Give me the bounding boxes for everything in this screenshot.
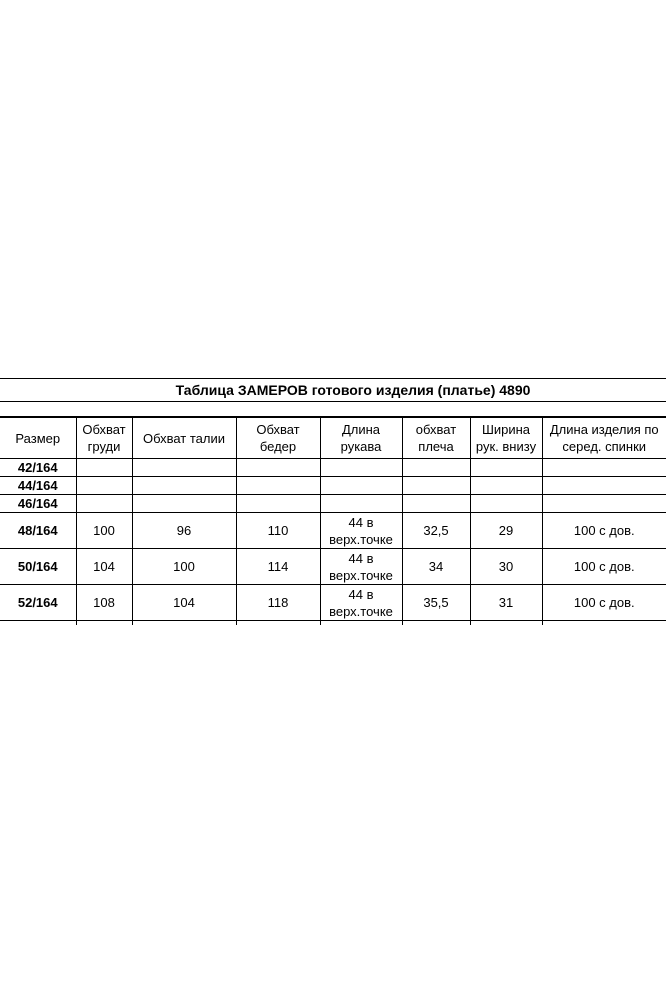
cell-sleeve	[320, 459, 402, 477]
measurement-sheet	[0, 378, 666, 625]
cell-sleeve	[320, 495, 402, 513]
cell-hips: 118	[236, 585, 320, 621]
cell-sleeve	[320, 477, 402, 495]
spacer-row	[0, 402, 666, 417]
tail-cell	[132, 621, 236, 626]
table-tail-row	[0, 621, 666, 626]
tail-cell	[542, 621, 666, 626]
cell-hips	[236, 459, 320, 477]
table-row	[0, 477, 666, 495]
cell-chest	[76, 495, 132, 513]
cell-length	[542, 495, 666, 513]
cell-sleeve: 44 в верх.точке	[320, 513, 402, 549]
cell-waist	[132, 459, 236, 477]
cell-sleeve-width: 30	[470, 549, 542, 585]
cell-chest: 108	[76, 585, 132, 621]
table-title: Таблица ЗАМЕРОВ готового изделия (платье) 4890	[175, 382, 531, 398]
cell-length: 100 с дов.	[542, 513, 666, 549]
table-row	[0, 459, 666, 477]
cell-sleeve: 44 в верх.точке	[320, 585, 402, 621]
header-length: Длина изделия по серед. спинки	[542, 418, 666, 459]
cell-waist	[132, 477, 236, 495]
table-row	[0, 585, 666, 621]
cell-hips: 110	[236, 513, 320, 549]
cell-length	[542, 477, 666, 495]
cell-size: 48/164	[0, 513, 76, 549]
header-chest: Обхват груди	[76, 418, 132, 459]
cell-size: 44/164	[0, 477, 76, 495]
header-waist: Обхват талии	[132, 418, 236, 459]
cell-hips: 114	[236, 549, 320, 585]
cell-hips	[236, 495, 320, 513]
cell-size: 52/164	[0, 585, 76, 621]
cell-size: 42/164	[0, 459, 76, 477]
header-sleeve: Длина рукава	[320, 418, 402, 459]
cell-sleeve-width	[470, 477, 542, 495]
cell-sleeve: 44 в верх.точке	[320, 549, 402, 585]
tail-cell	[76, 621, 132, 626]
cell-sleeve-width	[470, 495, 542, 513]
cell-shoulder	[402, 495, 470, 513]
cell-chest	[76, 459, 132, 477]
cell-shoulder	[402, 477, 470, 495]
cell-hips	[236, 477, 320, 495]
table-row	[0, 549, 666, 585]
cell-size: 46/164	[0, 495, 76, 513]
cell-waist: 96	[132, 513, 236, 549]
cell-length: 100 с дов.	[542, 585, 666, 621]
tail-cell	[236, 621, 320, 626]
tail-cell	[402, 621, 470, 626]
cell-shoulder: 34	[402, 549, 470, 585]
cell-chest	[76, 477, 132, 495]
title-row	[0, 378, 666, 402]
cell-chest: 104	[76, 549, 132, 585]
header-row	[0, 418, 666, 459]
cell-shoulder	[402, 459, 470, 477]
cell-sleeve-width: 29	[470, 513, 542, 549]
measurements-table	[0, 417, 666, 625]
header-size: Размер	[0, 418, 76, 459]
cell-size: 50/164	[0, 549, 76, 585]
tail-cell	[0, 621, 76, 626]
cell-length	[542, 459, 666, 477]
cell-waist	[132, 495, 236, 513]
cell-waist: 104	[132, 585, 236, 621]
header-sleeve-width: Ширина рук. внизу	[470, 418, 542, 459]
cell-shoulder: 32,5	[402, 513, 470, 549]
tail-cell	[470, 621, 542, 626]
cell-chest: 100	[76, 513, 132, 549]
table-row	[0, 513, 666, 549]
header-hips: Обхват бедер	[236, 418, 320, 459]
cell-shoulder: 35,5	[402, 585, 470, 621]
cell-waist: 100	[132, 549, 236, 585]
cell-sleeve-width: 31	[470, 585, 542, 621]
header-shoulder: обхват плеча	[402, 418, 470, 459]
tail-cell	[320, 621, 402, 626]
table-row	[0, 495, 666, 513]
cell-length: 100 с дов.	[542, 549, 666, 585]
cell-sleeve-width	[470, 459, 542, 477]
